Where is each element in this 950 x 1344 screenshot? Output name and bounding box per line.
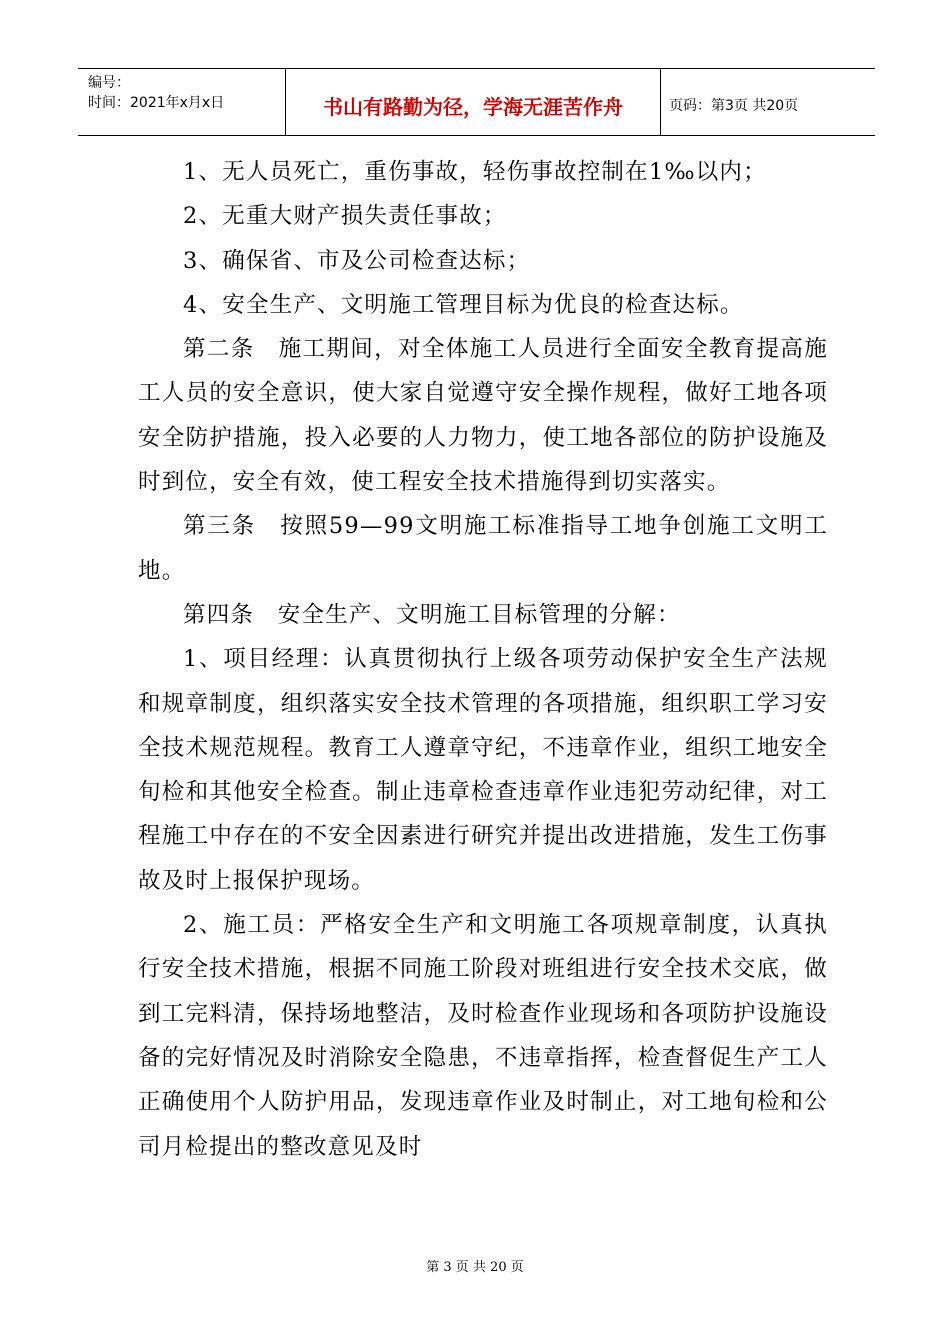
paragraph: 1、项目经理：认真贯彻执行上级各项劳动保护安全生产法规和规章制度，组织落实安全技术管理的各项措施，组织职工学习安全技术规范规程。教育工人遵章守纪，不违章作业，组织工地安全旬检和其他安全检查。制止违章检查违章作业违犯劳动纪律，对工程施工中存在的不安全因素进行研究并提出改进措施，发生工伤事故及时上报保护现场。 [138, 646, 828, 894]
page-footer: 第 3 页 共 20 页 [426, 1260, 524, 1275]
document-body [138, 150, 828, 1169]
paragraph: 4、安全生产、文明施工管理目标为优良的检查达标。 [183, 291, 744, 318]
document-date: 时间：2021年x月x日 [88, 95, 225, 111]
header-meta [78, 69, 286, 135]
page-header [78, 68, 875, 136]
paragraph: 第四条 安全生产、文明施工目标管理的分解： [183, 601, 681, 628]
document-number: 编号： [88, 75, 130, 91]
paragraph: 2、施工员：严格安全生产和文明施工各项规章制度，认真执行安全技术措施，根据不同施工阶段对班组进行安全技术交底，做到工完料清，保持场地整洁，及时检查作业现场和各项防护设施设备的完好情况及时消除安全隐患，不违章指挥，检查督促生产工人正确使用个人防护用品，发现违章作业及时制止，对工地旬检和公司月检提出的整改意见及时 [138, 912, 828, 1160]
paragraph: 第三条 按照59—99文明施工标准指导工地争创施工文明工地。 [138, 513, 828, 584]
header-slogan: 书山有路勤为径，学海无涯苦作舟 [286, 69, 661, 135]
header-page-number: 页码：第3页 共20页 [669, 98, 799, 114]
paragraph: 第二条 施工期间，对全体施工人员进行全面安全教育提高施工人员的安全意识，使大家自觉遵守安全操作规程，做好工地各项安全防护措施，投入必要的人力物力，使工地各部位的防护设施及时到位，安全有效，使工程安全技术措施得到切实落实。 [138, 336, 828, 496]
paragraph: 3、确保省、市及公司检查达标； [183, 247, 531, 274]
paragraph: 1、无人员死亡，重伤事故，轻伤事故控制在1‰以内； [183, 159, 767, 185]
paragraph: 2、无重大财产损失责任事故； [183, 203, 507, 230]
